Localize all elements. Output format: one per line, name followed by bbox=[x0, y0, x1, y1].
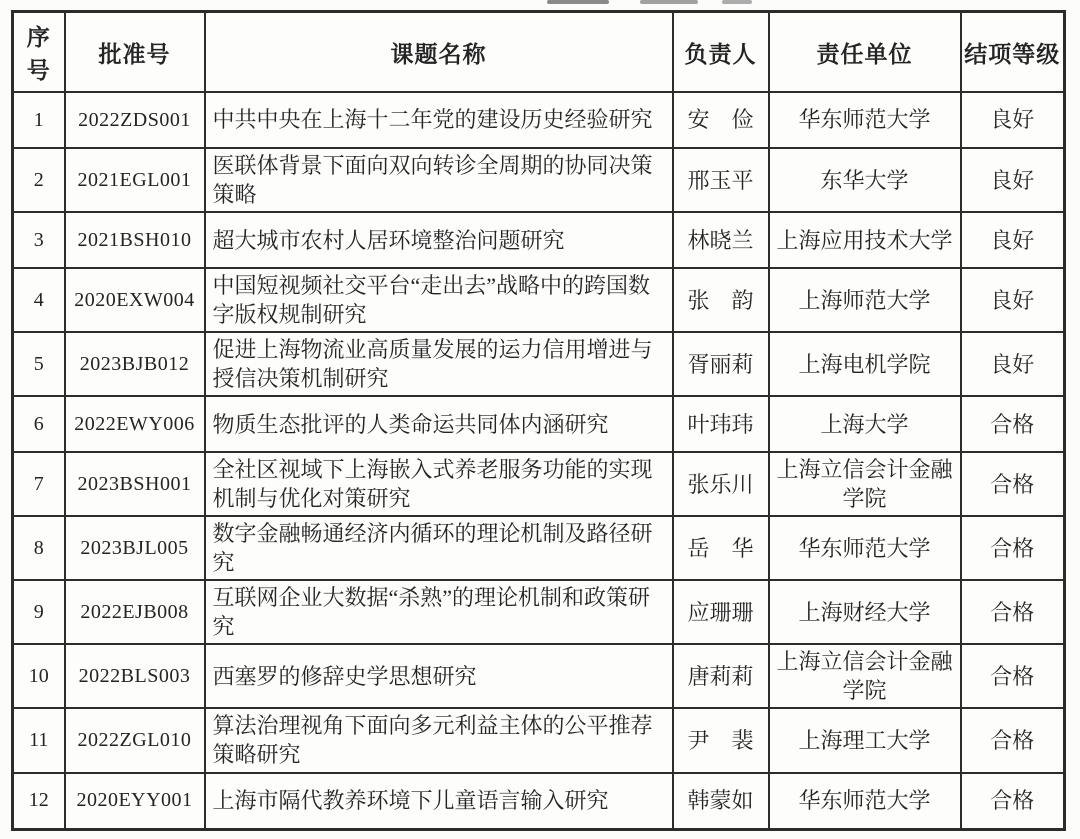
cell-unit: 上海应用技术大学 bbox=[769, 212, 961, 268]
cell-approval: 2022ZDS001 bbox=[65, 92, 205, 148]
cell-unit: 上海财经大学 bbox=[769, 580, 961, 644]
cell-approval: 2020EXW004 bbox=[65, 268, 205, 332]
cell-title: 西塞罗的修辞史学思想研究 bbox=[205, 644, 673, 708]
cell-approval: 2023BSH001 bbox=[65, 452, 205, 516]
cell-grade: 合格 bbox=[961, 580, 1065, 644]
cell-approval: 2021EGL001 bbox=[65, 148, 205, 212]
cell-leader: 林晓兰 bbox=[673, 212, 769, 268]
cell-grade: 良好 bbox=[961, 268, 1065, 332]
col-header-grade: 结项等级 bbox=[961, 12, 1065, 93]
cell-approval: 2022EJB008 bbox=[65, 580, 205, 644]
cell-leader: 张乐川 bbox=[673, 452, 769, 516]
cell-index: 3 bbox=[13, 212, 65, 268]
cell-title: 促进上海物流业高质量发展的运力信用增进与授信决策机制研究 bbox=[205, 332, 673, 396]
scan-artifact bbox=[640, 0, 698, 4]
cell-title: 中共中央在上海十二年党的建设历史经验研究 bbox=[205, 92, 673, 148]
scan-artifact bbox=[547, 0, 609, 4]
cell-title: 上海市隔代教养环境下儿童语言输入研究 bbox=[205, 773, 673, 830]
cell-index: 8 bbox=[13, 516, 65, 580]
table-row bbox=[13, 396, 1065, 452]
cell-index: 4 bbox=[13, 268, 65, 332]
col-header-title: 课题名称 bbox=[205, 12, 673, 93]
project-results-table bbox=[11, 10, 1066, 831]
table-row bbox=[13, 92, 1065, 148]
results-table-body bbox=[13, 92, 1065, 829]
cell-leader: 岳 华 bbox=[673, 516, 769, 580]
col-header-unit: 责任单位 bbox=[769, 12, 961, 93]
table-row bbox=[13, 268, 1065, 332]
cell-unit: 上海立信会计金融学院 bbox=[769, 644, 961, 708]
col-header-approval: 批准号 bbox=[65, 12, 205, 93]
col-header-leader: 负责人 bbox=[673, 12, 769, 93]
cell-approval: 2022ZGL010 bbox=[65, 708, 205, 772]
cell-approval: 2022EWY006 bbox=[65, 396, 205, 452]
cell-title: 算法治理视角下面向多元利益主体的公平推荐策略研究 bbox=[205, 708, 673, 772]
cell-unit: 东华大学 bbox=[769, 148, 961, 212]
cell-unit: 上海理工大学 bbox=[769, 708, 961, 772]
cell-unit: 上海立信会计金融学院 bbox=[769, 452, 961, 516]
cell-title: 医联体背景下面向双向转诊全周期的协同决策策略 bbox=[205, 148, 673, 212]
table-row bbox=[13, 773, 1065, 830]
cell-index: 12 bbox=[13, 773, 65, 830]
cell-grade: 合格 bbox=[961, 644, 1065, 708]
cell-index: 5 bbox=[13, 332, 65, 396]
cell-approval: 2020EYY001 bbox=[65, 773, 205, 830]
table-header bbox=[13, 12, 1065, 93]
cell-leader: 韩蒙如 bbox=[673, 773, 769, 830]
cell-grade: 合格 bbox=[961, 773, 1065, 830]
header-row bbox=[13, 12, 1065, 93]
cell-leader: 张 韵 bbox=[673, 268, 769, 332]
cell-title: 物质生态批评的人类命运共同体内涵研究 bbox=[205, 396, 673, 452]
cell-leader: 应珊珊 bbox=[673, 580, 769, 644]
cell-grade: 良好 bbox=[961, 148, 1065, 212]
cell-index: 1 bbox=[13, 92, 65, 148]
cell-unit: 华东师范大学 bbox=[769, 773, 961, 830]
cell-leader: 尹 裴 bbox=[673, 708, 769, 772]
cell-grade: 良好 bbox=[961, 92, 1065, 148]
cell-grade: 合格 bbox=[961, 516, 1065, 580]
cell-title: 中国短视频社交平台“走出去”战略中的跨国数字版权规制研究 bbox=[205, 268, 673, 332]
cell-unit: 上海师范大学 bbox=[769, 268, 961, 332]
cell-title: 数字金融畅通经济内循环的理论机制及路径研究 bbox=[205, 516, 673, 580]
table-row bbox=[13, 708, 1065, 772]
cell-unit: 上海电机学院 bbox=[769, 332, 961, 396]
cell-grade: 合格 bbox=[961, 452, 1065, 516]
table-row bbox=[13, 212, 1065, 268]
scan-artifact bbox=[722, 0, 752, 4]
table-row bbox=[13, 580, 1065, 644]
cell-approval: 2022BLS003 bbox=[65, 644, 205, 708]
col-header-index: 序号 bbox=[13, 12, 65, 93]
cell-index: 7 bbox=[13, 452, 65, 516]
cell-grade: 良好 bbox=[961, 212, 1065, 268]
table-row bbox=[13, 148, 1065, 212]
cell-grade: 合格 bbox=[961, 396, 1065, 452]
cell-title: 全社区视域下上海嵌入式养老服务功能的实现机制与优化对策研究 bbox=[205, 452, 673, 516]
table-row bbox=[13, 644, 1065, 708]
cell-index: 2 bbox=[13, 148, 65, 212]
cell-index: 10 bbox=[13, 644, 65, 708]
cell-approval: 2021BSH010 bbox=[65, 212, 205, 268]
cell-leader: 唐莉莉 bbox=[673, 644, 769, 708]
cell-leader: 胥丽莉 bbox=[673, 332, 769, 396]
cell-leader: 邢玉平 bbox=[673, 148, 769, 212]
table-row bbox=[13, 516, 1065, 580]
cell-approval: 2023BJB012 bbox=[65, 332, 205, 396]
cell-unit: 华东师范大学 bbox=[769, 516, 961, 580]
cell-leader: 安 俭 bbox=[673, 92, 769, 148]
table-row bbox=[13, 452, 1065, 516]
cell-approval: 2023BJL005 bbox=[65, 516, 205, 580]
cell-index: 9 bbox=[13, 580, 65, 644]
cell-grade: 良好 bbox=[961, 332, 1065, 396]
cell-unit: 上海大学 bbox=[769, 396, 961, 452]
cell-title: 互联网企业大数据“杀熟”的理论机制和政策研究 bbox=[205, 580, 673, 644]
cell-index: 11 bbox=[13, 708, 65, 772]
cell-unit: 华东师范大学 bbox=[769, 92, 961, 148]
cell-index: 6 bbox=[13, 396, 65, 452]
cell-leader: 叶玮玮 bbox=[673, 396, 769, 452]
table-row bbox=[13, 332, 1065, 396]
cell-title: 超大城市农村人居环境整治问题研究 bbox=[205, 212, 673, 268]
cell-grade: 合格 bbox=[961, 708, 1065, 772]
